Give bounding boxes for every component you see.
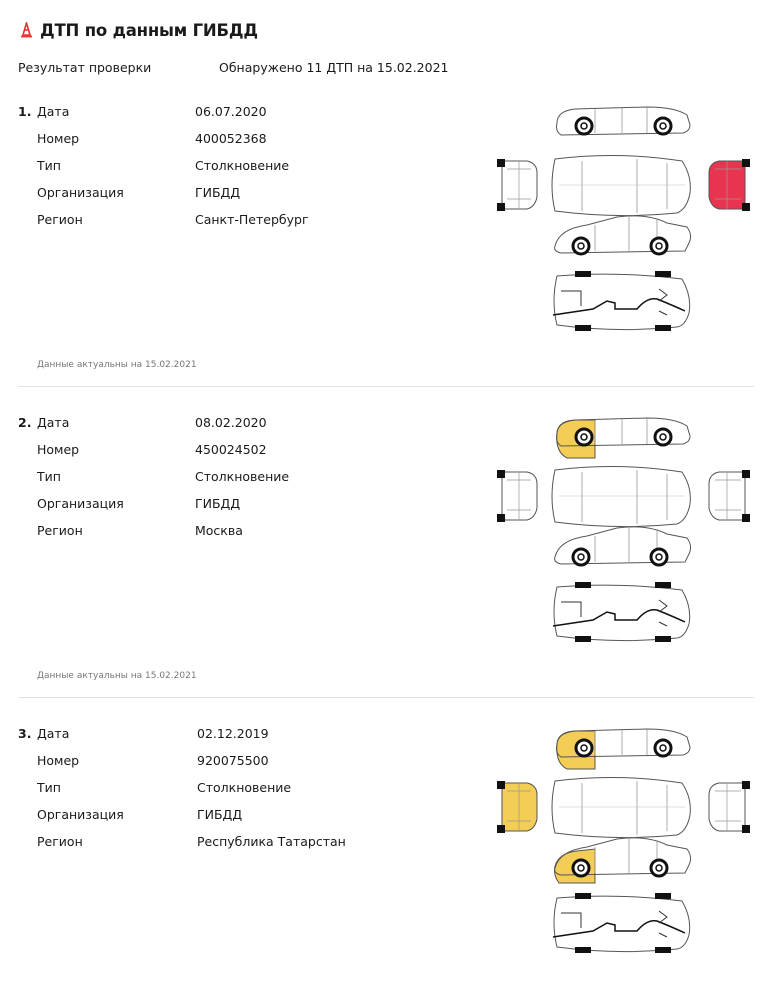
car-rear-view	[709, 159, 750, 211]
field-value: ГИБДД	[197, 807, 243, 822]
car-front-view	[497, 781, 537, 833]
summary-value: Обнаружено 11 ДТП на 15.02.2021	[219, 60, 449, 75]
field-label: Регион	[37, 212, 83, 227]
field-label: Организация	[37, 807, 124, 822]
car-right-side-view	[555, 838, 691, 883]
car-right-side-view	[555, 527, 691, 572]
field-label: Организация	[37, 496, 124, 511]
car-front-view	[497, 159, 537, 211]
car-underbody-view	[553, 582, 690, 642]
field-label: Тип	[37, 469, 61, 484]
field-value: ГИБДД	[195, 496, 241, 511]
damage-diagram	[497, 723, 750, 963]
field-label: Тип	[37, 780, 61, 795]
car-top-view	[552, 466, 690, 526]
field-label: Регион	[37, 523, 83, 538]
field-label: Дата	[37, 104, 70, 119]
car-front-view	[497, 470, 537, 522]
field-value: Столкновение	[195, 469, 290, 484]
summary-label: Результат проверки	[18, 60, 152, 75]
field-value: 920075500	[197, 753, 269, 768]
record-number: 1.	[18, 104, 32, 119]
field-value: 08.02.2020	[195, 415, 267, 430]
field-value: Республика Татарстан	[197, 834, 346, 849]
field-value: ГИБДД	[195, 185, 241, 200]
field-label: Дата	[37, 726, 70, 741]
field-value: Москва	[195, 523, 243, 538]
car-top-view	[552, 155, 690, 215]
field-label: Номер	[37, 131, 80, 146]
data-freshness-note: Данные актуальны на 15.02.2021	[37, 671, 197, 681]
field-value: Столкновение	[195, 158, 290, 173]
data-freshness-note: Данные актуальны на 15.02.2021	[37, 360, 197, 370]
car-rear-view	[709, 781, 750, 833]
car-underbody-view	[553, 271, 690, 331]
field-label: Номер	[37, 753, 80, 768]
damage-diagram	[497, 101, 750, 341]
field-value: 02.12.2019	[197, 726, 269, 741]
field-value: Санкт-Петербург	[195, 212, 309, 227]
section-title: ДТП по данным ГИБДД	[40, 20, 258, 40]
car-left-side-view	[557, 418, 691, 458]
record-number: 2.	[18, 415, 32, 430]
car-rear-view	[709, 470, 750, 522]
field-value: Столкновение	[197, 780, 292, 795]
field-label: Дата	[37, 415, 70, 430]
field-label: Тип	[37, 158, 61, 173]
car-left-side-view	[557, 729, 691, 769]
record-divider	[18, 386, 754, 387]
field-value: 400052368	[195, 131, 267, 146]
field-label: Номер	[37, 442, 80, 457]
record-number: 3.	[18, 726, 32, 741]
field-value: 06.07.2020	[195, 104, 267, 119]
damage-diagram	[497, 412, 750, 652]
car-right-side-view	[555, 216, 691, 261]
traffic-cone-icon	[20, 22, 33, 38]
car-left-side-view	[557, 107, 691, 147]
section-header	[20, 18, 258, 42]
field-label: Регион	[37, 834, 83, 849]
car-top-view	[552, 777, 690, 837]
field-label: Организация	[37, 185, 124, 200]
record-divider	[18, 697, 754, 698]
field-value: 450024502	[195, 442, 267, 457]
car-underbody-view	[553, 893, 690, 953]
